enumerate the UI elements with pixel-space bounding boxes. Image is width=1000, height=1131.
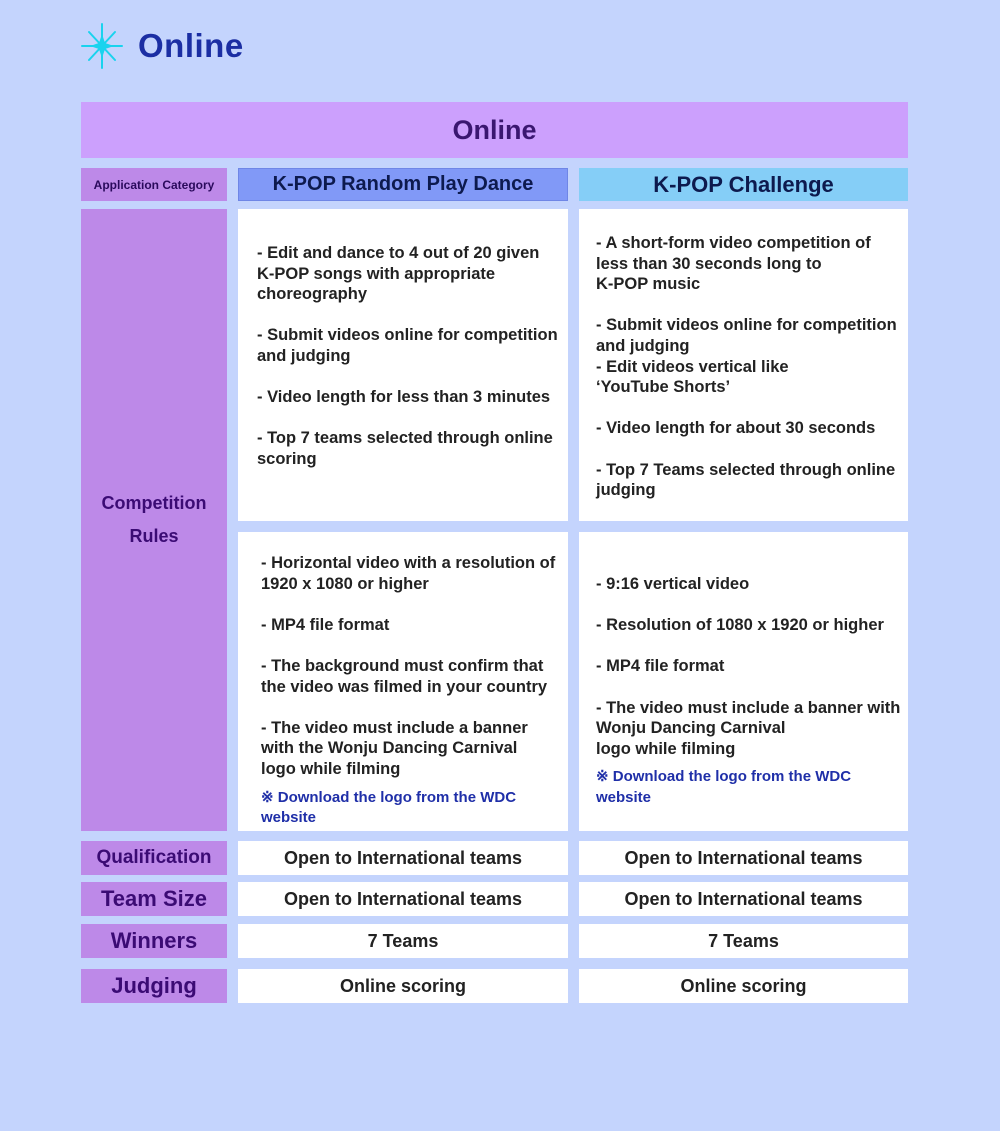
list-item: - Edit and dance to 4 out of 20 given K-POP songs with appropriate choreography bbox=[257, 244, 540, 304]
list-item: - MP4 file format bbox=[261, 615, 390, 634]
list-item: - MP4 file format bbox=[596, 657, 725, 676]
label-rules-line2: Rules bbox=[129, 526, 179, 546]
list-item: - Edit videos vertical like ‘YouTube Shorts’ bbox=[596, 357, 789, 397]
list-item: - Submit videos online for competition and judging bbox=[596, 316, 897, 355]
label-rules-line1: Competition bbox=[101, 493, 207, 513]
list-item: - Top 7 teams selected through online scoring bbox=[257, 429, 553, 468]
label-competition-rules bbox=[81, 209, 227, 831]
list-item: - Video length for about 30 seconds bbox=[596, 419, 876, 438]
download-logo-note: ※ Download the logo from the WDC website bbox=[261, 788, 517, 827]
list-item: - Submit videos online for competition and judging bbox=[257, 326, 558, 365]
label-team-size: Team Size bbox=[81, 882, 227, 916]
winners-challenge: 7 Teams bbox=[579, 924, 908, 958]
list-item: - Video length for less than 3 minutes bbox=[257, 388, 551, 407]
label-application-category: Application Category bbox=[81, 168, 227, 201]
specs-list-challenge bbox=[596, 574, 908, 759]
list-item: - A short-form video competition of less than 30 seconds long to K-POP music bbox=[596, 234, 871, 294]
sparkle-icon bbox=[80, 22, 124, 70]
list-item: - The video must include a banner with Wonju Dancing Carnival logo while filming bbox=[596, 698, 901, 758]
rules-list-challenge bbox=[596, 233, 908, 501]
label-qualification: Qualification bbox=[81, 841, 227, 875]
page-title: Online bbox=[138, 27, 244, 64]
list-item: - 9:16 vertical video bbox=[596, 575, 750, 593]
qualification-random-play: Open to International teams bbox=[238, 841, 568, 875]
list-item: - Top 7 Teams selected through online judging bbox=[596, 460, 896, 500]
category-random-play-dance: K-POP Random Play Dance bbox=[238, 168, 568, 201]
list-item: - Resolution of 1080 x 1920 or higher bbox=[596, 616, 884, 635]
qualification-challenge: Open to International teams bbox=[579, 841, 908, 875]
label-judging: Judging bbox=[81, 969, 227, 1003]
rules-box-random-play bbox=[238, 209, 568, 521]
page-header bbox=[80, 22, 244, 70]
judging-random-play: Online scoring bbox=[238, 969, 568, 1003]
team-size-random-play: Open to International teams bbox=[238, 882, 568, 916]
specs-list-random-play bbox=[261, 553, 568, 780]
judging-challenge: Online scoring bbox=[579, 969, 908, 1003]
rules-list-random-play bbox=[257, 243, 568, 470]
rules-box-challenge bbox=[579, 209, 908, 521]
team-size-challenge: Open to International teams bbox=[579, 882, 908, 916]
label-winners: Winners bbox=[81, 924, 227, 958]
list-item: - The background must confirm that the video was filmed in your country bbox=[261, 656, 548, 696]
winners-random-play: 7 Teams bbox=[238, 924, 568, 958]
download-logo-note: ※ Download the logo from the WDC website bbox=[596, 768, 852, 806]
list-item: - The video must include a banner with the Wonju Dancing Carnival logo while filming bbox=[261, 718, 528, 778]
category-kpop-challenge: K-POP Challenge bbox=[579, 168, 908, 201]
list-item: - Horizontal video with a resolution of 1920 x 1080 or higher bbox=[261, 554, 556, 593]
specs-box-challenge bbox=[579, 532, 908, 831]
specs-box-random-play bbox=[238, 532, 568, 831]
table-banner: Online bbox=[81, 102, 908, 158]
